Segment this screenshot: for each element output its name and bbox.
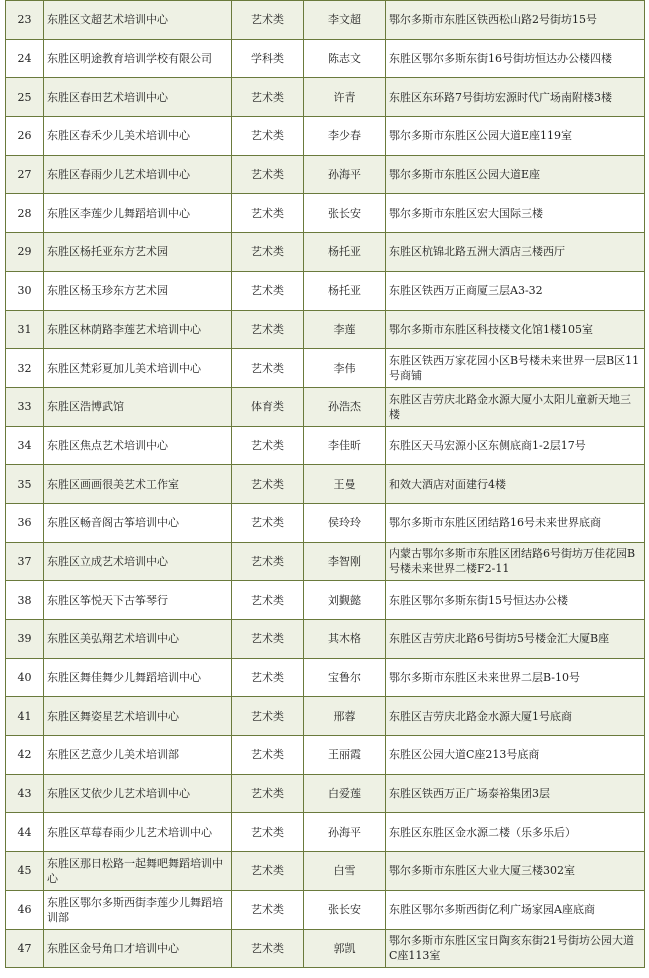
- row-number-cell: 45: [6, 852, 44, 891]
- table-row: [6, 271, 645, 310]
- table-row: [6, 813, 645, 852]
- category-cell: 艺术类: [232, 117, 304, 156]
- institution-name-cell: 东胜区艺意少儿美术培训部: [44, 736, 232, 775]
- registry-table-container: [5, 0, 644, 976]
- category-cell: 艺术类: [232, 697, 304, 736]
- contact-person-cell: 李伟: [304, 349, 386, 388]
- address-cell: 鄂尔多斯市东胜区未来世界二层B-10号: [386, 658, 645, 697]
- institution-name-cell: 东胜区畅音阁古筝培训中心: [44, 503, 232, 542]
- table-row: [6, 774, 645, 813]
- category-cell: 艺术类: [232, 852, 304, 891]
- category-cell: 艺术类: [232, 503, 304, 542]
- table-row: [6, 155, 645, 194]
- address-cell: 鄂尔多斯市东胜区公园大道E座119室: [386, 117, 645, 156]
- table-row: [6, 194, 645, 233]
- contact-person-cell: 李智刚: [304, 542, 386, 581]
- address-cell: 鄂尔多斯市东胜区科技楼文化馆1楼105室: [386, 310, 645, 349]
- row-number-cell: 37: [6, 542, 44, 581]
- category-cell: 艺术类: [232, 271, 304, 310]
- category-cell: 学科类: [232, 39, 304, 78]
- table-row: [6, 1, 645, 40]
- address-cell: 鄂尔多斯市东胜区宏大国际三楼: [386, 194, 645, 233]
- row-number-cell: 46: [6, 890, 44, 929]
- row-number-cell: 33: [6, 387, 44, 426]
- row-number-cell: 44: [6, 813, 44, 852]
- table-row: [6, 929, 645, 968]
- institution-name-cell: 东胜区梵彩夏加儿美术培训中心: [44, 349, 232, 388]
- institution-name-cell: 东胜区春田艺术培训中心: [44, 78, 232, 117]
- table-row: [6, 465, 645, 504]
- contact-person-cell: 许青: [304, 78, 386, 117]
- row-number-cell: 23: [6, 1, 44, 40]
- address-cell: 东胜区铁西万正商厦三层A3-32: [386, 271, 645, 310]
- table-row: [6, 697, 645, 736]
- table-row: [6, 658, 645, 697]
- institution-name-cell: 东胜区画画很美艺术工作室: [44, 465, 232, 504]
- category-cell: 艺术类: [232, 426, 304, 465]
- category-cell: 体育类: [232, 387, 304, 426]
- category-cell: 艺术类: [232, 542, 304, 581]
- contact-person-cell: 张长安: [304, 194, 386, 233]
- institution-name-cell: 东胜区明途教育培训学校有限公司: [44, 39, 232, 78]
- row-number-cell: 35: [6, 465, 44, 504]
- institution-name-cell: 东胜区李莲少儿舞蹈培训中心: [44, 194, 232, 233]
- contact-person-cell: 李佳昕: [304, 426, 386, 465]
- category-cell: 艺术类: [232, 349, 304, 388]
- contact-person-cell: 宝鲁尔: [304, 658, 386, 697]
- row-number-cell: 43: [6, 774, 44, 813]
- contact-person-cell: 陈志文: [304, 39, 386, 78]
- table-row: [6, 387, 645, 426]
- category-cell: 艺术类: [232, 736, 304, 775]
- row-number-cell: 41: [6, 697, 44, 736]
- contact-person-cell: 白爱莲: [304, 774, 386, 813]
- institution-name-cell: 东胜区筝悦天下古筝琴行: [44, 581, 232, 620]
- row-number-cell: 24: [6, 39, 44, 78]
- contact-person-cell: 其木格: [304, 620, 386, 659]
- table-row: [6, 310, 645, 349]
- contact-person-cell: 杨托亚: [304, 233, 386, 272]
- category-cell: 艺术类: [232, 465, 304, 504]
- contact-person-cell: 侯玲玲: [304, 503, 386, 542]
- contact-person-cell: 王丽霞: [304, 736, 386, 775]
- address-cell: 鄂尔多斯市东胜区大业大厦三楼302室: [386, 852, 645, 891]
- institution-name-cell: 东胜区林荫路李莲艺术培训中心: [44, 310, 232, 349]
- institution-name-cell: 东胜区春雨少儿艺术培训中心: [44, 155, 232, 194]
- contact-person-cell: 邢蓉: [304, 697, 386, 736]
- row-number-cell: 36: [6, 503, 44, 542]
- contact-person-cell: 刘觐懿: [304, 581, 386, 620]
- table-row: [6, 426, 645, 465]
- contact-person-cell: 张长安: [304, 890, 386, 929]
- contact-person-cell: 白雪: [304, 852, 386, 891]
- table-row: [6, 852, 645, 891]
- contact-person-cell: 李文超: [304, 1, 386, 40]
- institution-name-cell: 东胜区艾依少儿艺术培训中心: [44, 774, 232, 813]
- address-cell: 东胜区鄂尔多斯东街15号恒达办公楼: [386, 581, 645, 620]
- table-row: [6, 736, 645, 775]
- contact-person-cell: 孙海平: [304, 813, 386, 852]
- address-cell: 东胜区铁西万家花园小区B号楼未来世界一层B区11号商铺: [386, 349, 645, 388]
- row-number-cell: 39: [6, 620, 44, 659]
- address-cell: 东胜区公园大道C座213号底商: [386, 736, 645, 775]
- contact-person-cell: 郭凯: [304, 929, 386, 968]
- address-cell: 和效大酒店对面建行4楼: [386, 465, 645, 504]
- category-cell: 艺术类: [232, 813, 304, 852]
- institution-name-cell: 东胜区舞姿星艺术培训中心: [44, 697, 232, 736]
- table-row: [6, 890, 645, 929]
- row-number-cell: 34: [6, 426, 44, 465]
- table-row: [6, 78, 645, 117]
- address-cell: 鄂尔多斯市东胜区公园大道E座: [386, 155, 645, 194]
- category-cell: 艺术类: [232, 581, 304, 620]
- institution-name-cell: 东胜区杨托亚东方艺术园: [44, 233, 232, 272]
- row-number-cell: 27: [6, 155, 44, 194]
- table-row: [6, 233, 645, 272]
- institution-name-cell: 东胜区春禾少儿美术培训中心: [44, 117, 232, 156]
- table-row: [6, 503, 645, 542]
- category-cell: 艺术类: [232, 890, 304, 929]
- address-cell: 东胜区东环路7号街坊宏源时代广场南附楼3楼: [386, 78, 645, 117]
- address-cell: 鄂尔多斯市东胜区宝日陶亥东街21号街坊公园大道C座113室: [386, 929, 645, 968]
- row-number-cell: 29: [6, 233, 44, 272]
- address-cell: 东胜区吉劳庆北路6号街坊5号楼金汇大厦B座: [386, 620, 645, 659]
- address-cell: 东胜区吉劳庆北路金水源大厦1号底商: [386, 697, 645, 736]
- contact-person-cell: 王曼: [304, 465, 386, 504]
- table-row: [6, 542, 645, 581]
- row-number-cell: 40: [6, 658, 44, 697]
- row-number-cell: 42: [6, 736, 44, 775]
- address-cell: 东胜区吉劳庆北路金水源大厦小太阳儿童新天地三楼: [386, 387, 645, 426]
- address-cell: 东胜区鄂尔多斯西街亿利广场家园A座底商: [386, 890, 645, 929]
- row-number-cell: 28: [6, 194, 44, 233]
- table-row: [6, 581, 645, 620]
- address-cell: 东胜区鄂尔多斯东街16号街坊恒达办公楼四楼: [386, 39, 645, 78]
- institution-name-cell: 东胜区立成艺术培训中心: [44, 542, 232, 581]
- category-cell: 艺术类: [232, 310, 304, 349]
- address-cell: 内蒙古鄂尔多斯市东胜区团结路6号街坊万佳花园B号楼未来世界二楼F2-11: [386, 542, 645, 581]
- contact-person-cell: 李少春: [304, 117, 386, 156]
- institution-name-cell: 东胜区浩博武馆: [44, 387, 232, 426]
- contact-person-cell: 杨托亚: [304, 271, 386, 310]
- category-cell: 艺术类: [232, 155, 304, 194]
- category-cell: 艺术类: [232, 658, 304, 697]
- institution-name-cell: 东胜区草莓春雨少儿艺术培训中心: [44, 813, 232, 852]
- category-cell: 艺术类: [232, 1, 304, 40]
- contact-person-cell: 孙海平: [304, 155, 386, 194]
- address-cell: 东胜区杭锦北路五洲大酒店三楼西厅: [386, 233, 645, 272]
- row-number-cell: 47: [6, 929, 44, 968]
- category-cell: 艺术类: [232, 774, 304, 813]
- institution-name-cell: 东胜区美弘翔艺术培训中心: [44, 620, 232, 659]
- table-row: [6, 39, 645, 78]
- table-row: [6, 620, 645, 659]
- contact-person-cell: 李莲: [304, 310, 386, 349]
- institution-name-cell: 东胜区焦点艺术培训中心: [44, 426, 232, 465]
- institution-name-cell: 东胜区那日松路一起舞吧舞蹈培训中心: [44, 852, 232, 891]
- category-cell: 艺术类: [232, 929, 304, 968]
- address-cell: 东胜区天马宏源小区东侧底商1-2层17号: [386, 426, 645, 465]
- category-cell: 艺术类: [232, 78, 304, 117]
- address-cell: 东胜区东胜区金水源二楼（乐多乐后）: [386, 813, 645, 852]
- category-cell: 艺术类: [232, 620, 304, 659]
- institution-name-cell: 东胜区金号角口才培训中心: [44, 929, 232, 968]
- address-cell: 东胜区铁西万正广场泰裕集团3层: [386, 774, 645, 813]
- institution-name-cell: 东胜区文超艺术培训中心: [44, 1, 232, 40]
- table-body: [6, 1, 645, 968]
- registry-table: [5, 0, 645, 968]
- table-row: [6, 117, 645, 156]
- address-cell: 鄂尔多斯市东胜区铁西松山路2号街坊15号: [386, 1, 645, 40]
- row-number-cell: 25: [6, 78, 44, 117]
- row-number-cell: 26: [6, 117, 44, 156]
- address-cell: 鄂尔多斯市东胜区团结路16号未来世界底商: [386, 503, 645, 542]
- category-cell: 艺术类: [232, 233, 304, 272]
- row-number-cell: 30: [6, 271, 44, 310]
- row-number-cell: 32: [6, 349, 44, 388]
- institution-name-cell: 东胜区杨玉珍东方艺术园: [44, 271, 232, 310]
- row-number-cell: 38: [6, 581, 44, 620]
- table-row: [6, 349, 645, 388]
- contact-person-cell: 孙浩杰: [304, 387, 386, 426]
- institution-name-cell: 东胜区鄂尔多斯西街李莲少儿舞蹈培训部: [44, 890, 232, 929]
- category-cell: 艺术类: [232, 194, 304, 233]
- row-number-cell: 31: [6, 310, 44, 349]
- institution-name-cell: 东胜区舞佳舞少儿舞蹈培训中心: [44, 658, 232, 697]
